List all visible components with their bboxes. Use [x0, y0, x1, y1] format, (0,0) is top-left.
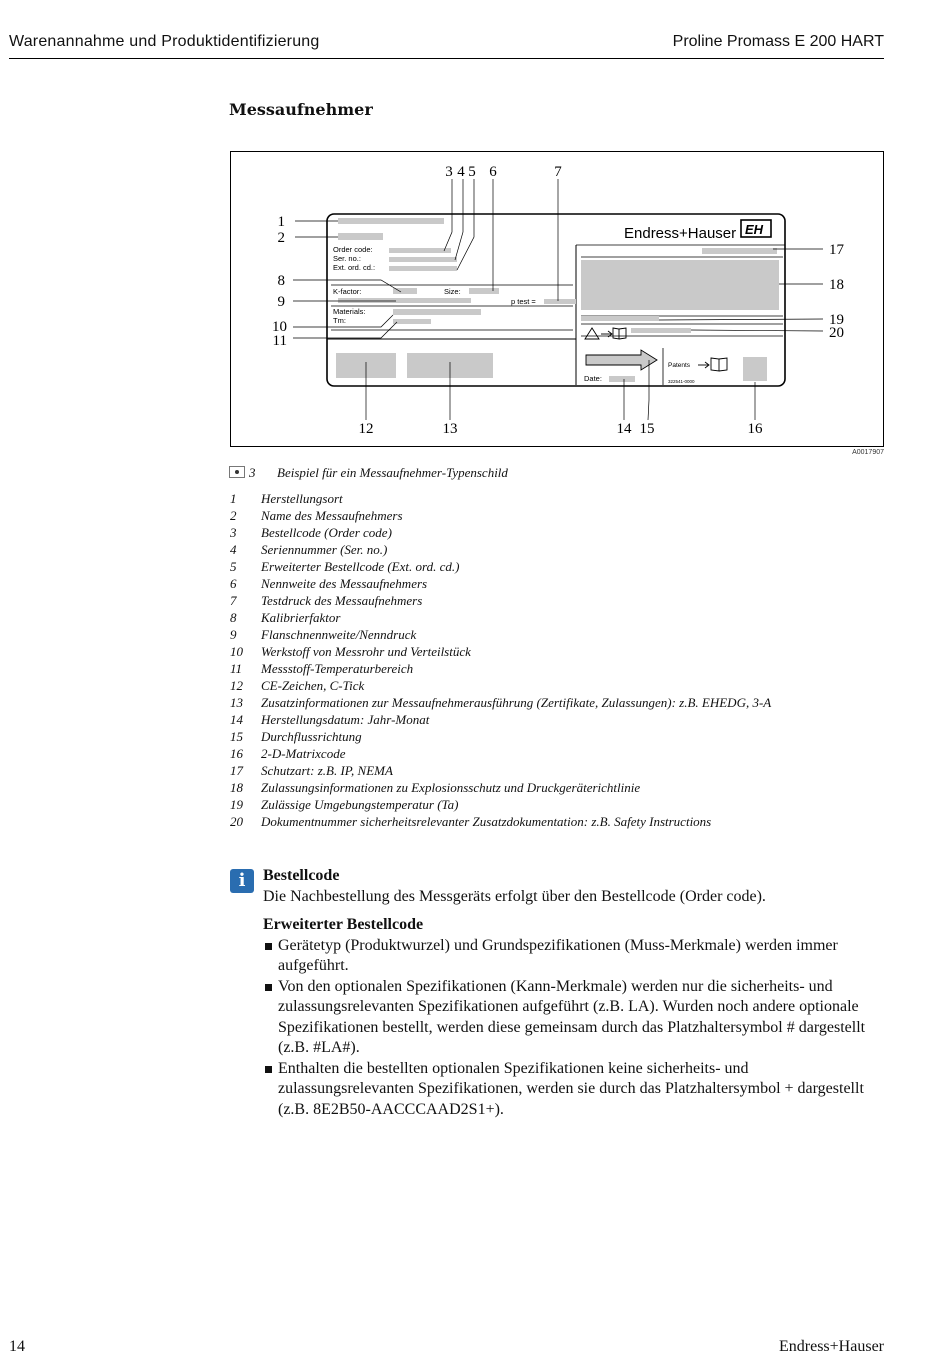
- legend-item: [230, 796, 771, 813]
- field-order-code: [389, 248, 451, 253]
- label-order-code: Order code:: [333, 245, 373, 254]
- note-title: Bestellcode: [263, 867, 340, 884]
- field-date: [609, 376, 635, 382]
- legend-text: Schutzart: z.B. IP, NEMA: [261, 763, 393, 778]
- legend-item: [230, 643, 771, 660]
- info-icon: i: [230, 869, 254, 893]
- legend-text: Seriennummer (Ser. no.): [261, 542, 388, 557]
- legend-num: 2: [230, 508, 237, 523]
- field-p-test: [544, 299, 576, 304]
- legend-item: [230, 779, 771, 796]
- legend-item: [230, 592, 771, 609]
- label-ser-no: Ser. no.:: [333, 254, 361, 263]
- footer-brand: Endress+Hauser: [779, 1338, 884, 1355]
- legend-text: Messstoff-Temperaturbereich: [261, 661, 414, 676]
- note-bullet: Von den optionalen Spezifikationen (Kann-Merkmale) werden nur die sicherheits- und zulassungsrelevanten Spezifikationen aufgeführt (z.B. LA). Wurden noch andere optionale Spezifikationen bestellt, werden diese gemeinsam durch das Platzhaltersymbol # dargestellt (z.B. #LA#).: [263, 977, 888, 1059]
- legend-text: Werkstoff von Messrohr und Verteilstück: [261, 644, 471, 659]
- legend-num: 10: [230, 644, 243, 659]
- callout-16: 16: [747, 421, 763, 437]
- figure-caption-text: Beispiel für ein Messaufnehmer-Typenschild: [277, 465, 508, 480]
- legend-num: 13: [230, 695, 243, 710]
- nameplate-figure: [230, 151, 884, 447]
- patents-book-icon: [698, 358, 727, 371]
- legend-item: [230, 728, 771, 745]
- legend-text: Name des Messaufnehmers: [261, 508, 403, 523]
- flow-direction-arrow-icon: [586, 350, 657, 370]
- figure-caption: [229, 465, 508, 481]
- field-doc-number: [631, 328, 691, 333]
- legend-text: Herstellungsdatum: Jahr-Monat: [261, 712, 430, 727]
- legend-num: 16: [230, 746, 243, 761]
- legend-num: 8: [230, 610, 237, 625]
- field-manufacturing-site: [338, 218, 444, 224]
- callout-15: 15: [639, 421, 655, 437]
- figure-legend: [230, 490, 771, 830]
- field-protection: [702, 248, 777, 254]
- legend-text: Flanschnennweite/Nenndruck: [261, 627, 417, 642]
- legend-num: 12: [230, 678, 243, 693]
- eh-logo-icon: [741, 220, 771, 237]
- legend-item: [230, 541, 771, 558]
- legend-text: Bestellcode (Order code): [261, 525, 392, 540]
- legend-item: [230, 490, 771, 507]
- label-doc-no: 322541-0000: [668, 379, 695, 384]
- field-k-factor: [393, 288, 417, 294]
- legend-num: 4: [230, 542, 237, 557]
- legend-item: [230, 677, 771, 694]
- callout-19: 19: [829, 312, 844, 328]
- field-ser-no: [389, 257, 457, 262]
- legend-text: Kalibrierfaktor: [261, 610, 341, 625]
- legend-item: [230, 660, 771, 677]
- legend-text: Zusatzinformationen zur Messaufnehmerausführung (Zertifikate, Zulassungen): z.B. EHEDG, 3-A: [261, 695, 772, 710]
- order-code-note: [263, 866, 888, 1120]
- warning-book-icon: [585, 328, 626, 339]
- legend-item: [230, 609, 771, 626]
- callout-2: 2: [277, 230, 285, 246]
- label-size: Size:: [444, 287, 461, 296]
- legend-item: [230, 762, 771, 779]
- field-approvals: [581, 260, 779, 310]
- callout-7: 7: [554, 164, 562, 180]
- legend-text: Nennweite des Messaufnehmers: [261, 576, 428, 591]
- callout-13: 13: [442, 421, 458, 437]
- legend-text: Erweiterter Bestellcode (Ext. ord. cd.): [261, 559, 460, 574]
- callout-10: 10: [272, 319, 287, 335]
- legend-num: 15: [230, 729, 243, 744]
- figure-code: A0017907: [852, 449, 884, 456]
- legend-text: 2-D-Matrixcode: [261, 746, 346, 761]
- callout-18: 18: [829, 277, 844, 293]
- legend-text: Herstellungsort: [261, 491, 343, 506]
- callout-9: 9: [277, 294, 285, 310]
- label-ext-ord-cd: Ext. ord. cd.:: [333, 263, 376, 272]
- nameplate-drawing: [231, 152, 885, 448]
- legend-item: [230, 813, 771, 830]
- label-materials: Materials:: [333, 307, 366, 316]
- field-tm: [393, 319, 431, 324]
- legend-num: 11: [230, 661, 243, 676]
- callout-8: 8: [277, 273, 285, 289]
- legend-num: 17: [230, 763, 243, 778]
- legend-num: 7: [230, 593, 237, 608]
- callout-6: 6: [489, 164, 497, 180]
- legend-text: Dokumentnummer sicherheitsrelevanter Zusatzdokumentation: z.B. Safety Instructions: [261, 814, 712, 829]
- note-bullet: Enthalten die bestellten optionalen Spezifikationen keine sicherheits- und zulassungsrelevanten Spezifikationen, werden sie durch das Platzhaltersymbol + dargestellt (z.B. 8E2B50-AACCCAAD2S1+).: [263, 1059, 888, 1121]
- legend-num: 5: [230, 559, 237, 574]
- field-ext-ord-cd: [389, 266, 457, 271]
- callout-5: 5: [468, 164, 476, 180]
- label-k-factor: K-factor:: [333, 287, 362, 296]
- legend-item: [230, 745, 771, 762]
- legend-num: 1: [230, 491, 237, 506]
- callout-14: 14: [616, 421, 632, 437]
- legend-num: 19: [230, 797, 243, 812]
- label-date: Date:: [584, 374, 602, 383]
- header-product-name: Proline Promass E 200 HART: [672, 33, 884, 50]
- label-p-test: p test =: [511, 297, 536, 306]
- legend-item: [230, 694, 771, 711]
- note-text: Die Nachbestellung des Messgeräts erfolgt über den Bestellcode (Order code).: [263, 887, 766, 905]
- legend-item: [230, 711, 771, 728]
- label-tm: Tm:: [333, 316, 346, 325]
- legend-text: CE-Zeichen, C-Tick: [261, 678, 365, 693]
- legend-text: Testdruck des Messaufnehmers: [261, 593, 423, 608]
- legend-text: Durchflussrichtung: [261, 729, 362, 744]
- svg-text:EH: EH: [745, 222, 764, 237]
- note-bullets: [263, 936, 888, 1121]
- callout-17: 17: [829, 242, 844, 258]
- legend-text: Zulassungsinformationen zu Explosionsschutz und Druckgeräterichtlinie: [261, 780, 641, 795]
- field-matrix-code: [743, 357, 767, 381]
- field-materials: [393, 309, 481, 315]
- legend-num: 20: [230, 814, 243, 829]
- legend-item: [230, 626, 771, 643]
- section-title: Messaufnehmer: [229, 100, 373, 119]
- figure-number: 3: [249, 465, 256, 480]
- callout-4: 4: [457, 164, 465, 180]
- note-bullet: Gerätetyp (Produktwurzel) und Grundspezifikationen (Muss-Merkmale) werden immer aufgeführt.: [263, 936, 888, 977]
- legend-num: 3: [230, 525, 237, 540]
- header-rule: [9, 58, 884, 59]
- callout-12: 12: [358, 421, 374, 437]
- legend-item: [230, 558, 771, 575]
- legend-num: 6: [230, 576, 237, 591]
- field-flange: [338, 298, 471, 303]
- legend-item: [230, 575, 771, 592]
- field-ambient-temp: [581, 316, 659, 321]
- legend-text: Zulässige Umgebungstemperatur (Ta): [261, 797, 459, 812]
- callout-1: 1: [277, 214, 285, 230]
- callout-11: 11: [272, 333, 287, 349]
- plate-brand: Endress+Hauser: [624, 225, 737, 242]
- legend-item: [230, 507, 771, 524]
- label-patents: Patents: [668, 362, 691, 369]
- callout-20: 20: [829, 325, 844, 341]
- note-subtitle: Erweiterter Bestellcode: [263, 916, 424, 933]
- page-number: 14: [9, 1338, 25, 1355]
- header-section-title: Warenannahme und Produktidentifizierung: [9, 33, 320, 50]
- legend-num: 14: [230, 712, 243, 727]
- callout-3: 3: [445, 164, 453, 180]
- figure-icon: [229, 466, 245, 478]
- field-size: [469, 288, 499, 294]
- legend-num: 18: [230, 780, 243, 795]
- legend-item: [230, 524, 771, 541]
- legend-num: 9: [230, 627, 237, 642]
- field-sensor-name: [338, 233, 383, 240]
